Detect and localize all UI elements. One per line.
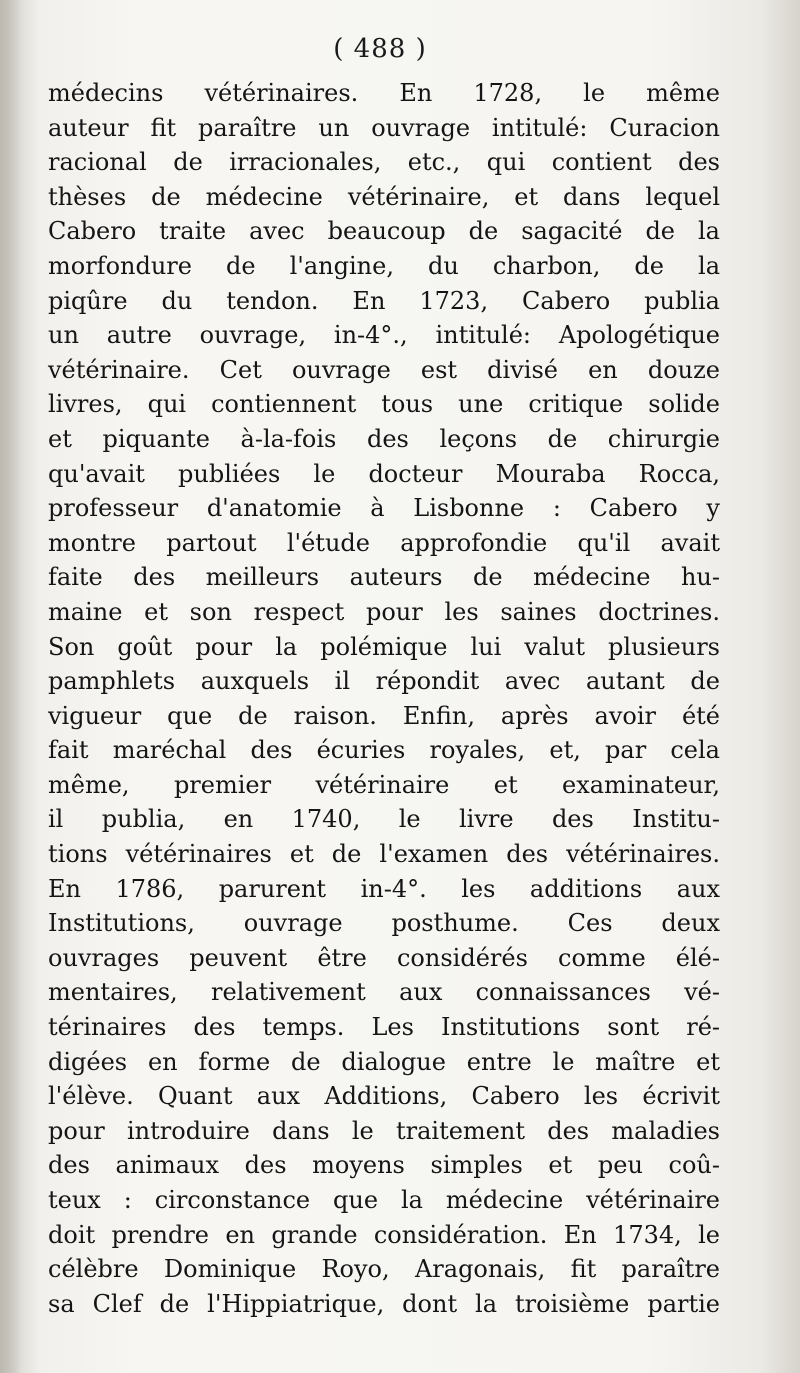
text-line: vétérinaire. Cet ouvrage est divisé en douze	[48, 355, 720, 384]
page-number: ( 488 )	[333, 34, 427, 64]
text-line: Institutions, ouvrage posthume. Ces deux	[48, 909, 720, 938]
text-line: vigueur que de raison. Enfin, après avoir été	[48, 701, 720, 730]
text-line: ouvrages peuvent être considérés comme élé-	[48, 943, 720, 972]
text-line: fait maréchal des écuries royales, et, par cela	[48, 736, 720, 765]
text-line: sa Clef de l'Hippiatrique, dont la troisième partie	[48, 1289, 720, 1318]
text-line: teux : circonstance que la médecine vétérinaire	[48, 1186, 720, 1214]
text-line: l'élève. Quant aux Additions, Cabero les écrivit	[48, 1082, 720, 1111]
text-line: racional de irracionales, etc., qui contient des	[48, 148, 720, 177]
text-line: même, premier vétérinaire et examinateur,	[48, 770, 720, 799]
text-line: mentaires, relativement aux connaissances vé-	[48, 978, 720, 1007]
text-line: montre partout l'étude approfondie qu'il avait	[48, 528, 720, 557]
text-line: En 1786, parurent in-4°. les additions aux	[48, 874, 720, 903]
text-line: Cabero traite avec beaucoup de sagacité de la	[48, 217, 720, 246]
text-line: thèses de médecine vétérinaire, et dans lequel	[48, 182, 720, 211]
text-line: et piquante à-la-fois des leçons de chirurgie	[48, 424, 720, 453]
text-line: maine et son respect pour les saines doctrines.	[48, 597, 720, 626]
text-line: des animaux des moyens simples et peu coû-	[48, 1151, 720, 1180]
text-line: pour introduire dans le traitement des maladies	[48, 1116, 720, 1145]
text-line: livres, qui contiennent tous une critique solide	[48, 390, 720, 419]
text-line: doit prendre en grande considération. En 1734, le	[48, 1220, 720, 1249]
text-line: piqûre du tendon. En 1723, Cabero publia	[48, 286, 720, 315]
text-line: professeur d'anatomie à Lisbonne : Cabero y	[48, 494, 720, 523]
page-edge-shadow	[0, 0, 22, 1373]
text-line: pamphlets auxquels il répondit avec autant de	[48, 667, 720, 696]
text-line: auteur fit paraître un ouvrage intitulé: Curacion	[48, 113, 720, 142]
text-line: il publia, en 1740, le livre des Institu-	[48, 805, 720, 834]
text-line: digées en forme de dialogue entre le maître et	[48, 1047, 720, 1076]
text-line: faite des meilleurs auteurs de médecine hu-	[48, 563, 720, 592]
text-line: un autre ouvrage, in-4°., intitulé: Apologétique	[48, 321, 720, 350]
text-line: célèbre Dominique Royo, Aragonais, fit paraître	[48, 1255, 720, 1284]
text-line: médecins vétérinaires. En 1728, le même	[48, 79, 720, 107]
text-line: tions vétérinaires et de l'examen des vétérinaires.	[48, 840, 720, 869]
text-line: qu'avait publiées le docteur Mouraba Rocca,	[48, 459, 720, 488]
text-line: Son goût pour la polémique lui valut plusieurs	[48, 632, 720, 661]
body-text	[48, 76, 720, 1321]
text-line: morfondure de l'angine, du charbon, de la	[48, 251, 720, 280]
text-line: térinaires des temps. Les Institutions sont ré-	[48, 1013, 720, 1042]
